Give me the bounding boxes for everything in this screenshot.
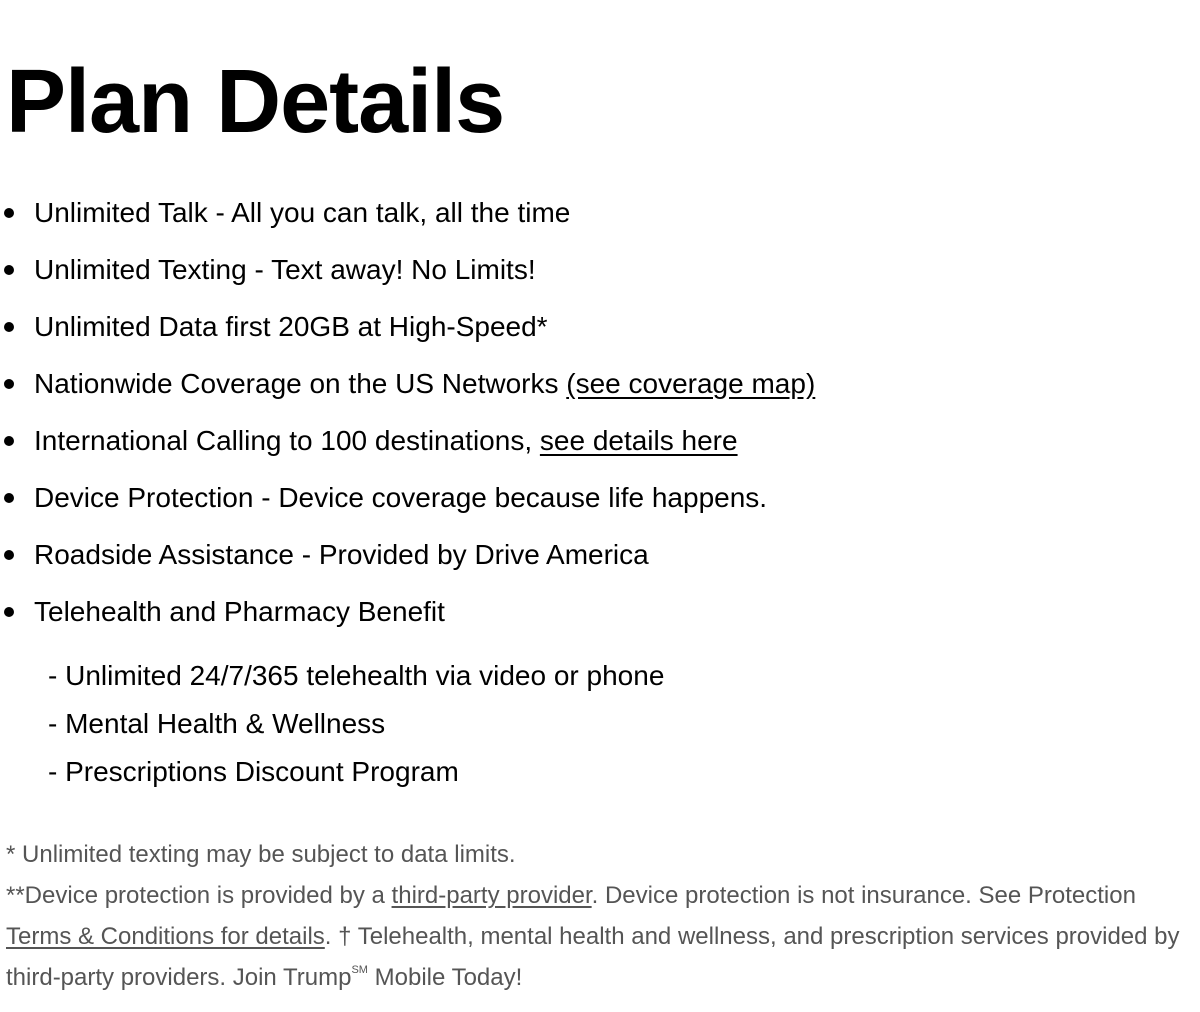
bullet-icon — [4, 550, 14, 560]
bullet-icon — [4, 208, 14, 218]
international-details-link[interactable]: see details here — [539, 425, 738, 456]
footnote-text: . Device protection is not insurance. See Protection — [591, 882, 1136, 909]
footnote-text: **Device protection is provided by a — [6, 882, 392, 909]
list-item — [0, 475, 815, 532]
feature-text: Telehealth and Pharmacy Benefit — [34, 596, 445, 627]
sub-list-item: - Prescriptions Discount Program — [48, 756, 459, 787]
list-item — [0, 247, 815, 304]
sub-list-item: - Unlimited 24/7/365 telehealth via video or phone — [48, 660, 665, 691]
feature-text: Unlimited Texting - Text away! No Limits! — [34, 254, 536, 285]
footnote-text: . † Telehealth, mental health and wellness, and prescription services provided by third-party providers. Join Trump — [6, 923, 1180, 991]
list-item — [0, 589, 815, 646]
bullet-icon — [4, 379, 14, 389]
list-item — [0, 361, 815, 418]
device-protection-footnote — [6, 875, 1196, 998]
page-title: Plan Details — [6, 52, 505, 152]
footnotes — [6, 834, 1196, 998]
list-item — [0, 418, 815, 475]
bullet-icon — [4, 607, 14, 617]
list-item — [0, 190, 815, 247]
feature-text: Unlimited Data first 20GB at High-Speed* — [34, 311, 548, 342]
feature-text: Roadside Assistance - Provided by Drive America — [34, 539, 649, 570]
list-item — [0, 304, 815, 361]
bullet-icon — [4, 493, 14, 503]
bullet-icon — [4, 265, 14, 275]
coverage-map-link[interactable]: (see coverage map) — [566, 368, 816, 399]
bullet-icon — [4, 436, 14, 446]
telehealth-sub-list — [48, 652, 664, 796]
feature-list — [0, 190, 815, 646]
texting-footnote: * Unlimited texting may be subject to data limits. — [6, 841, 516, 868]
bullet-icon — [4, 322, 14, 332]
feature-text: Device Protection - Device coverage because life happens. — [34, 482, 768, 513]
service-mark: SM — [351, 964, 368, 976]
feature-text: Nationwide Coverage on the US Networks — [34, 368, 567, 399]
sub-list-item: - Mental Health & Wellness — [48, 708, 386, 739]
third-party-provider-link[interactable]: third-party provider — [391, 882, 592, 909]
feature-text: International Calling to 100 destinations, — [34, 425, 540, 456]
list-item — [0, 532, 815, 589]
footnote-text: Mobile Today! — [367, 964, 523, 991]
terms-conditions-link[interactable]: Terms & Conditions for details — [6, 923, 325, 950]
feature-text: Unlimited Talk - All you can talk, all the time — [34, 197, 571, 228]
